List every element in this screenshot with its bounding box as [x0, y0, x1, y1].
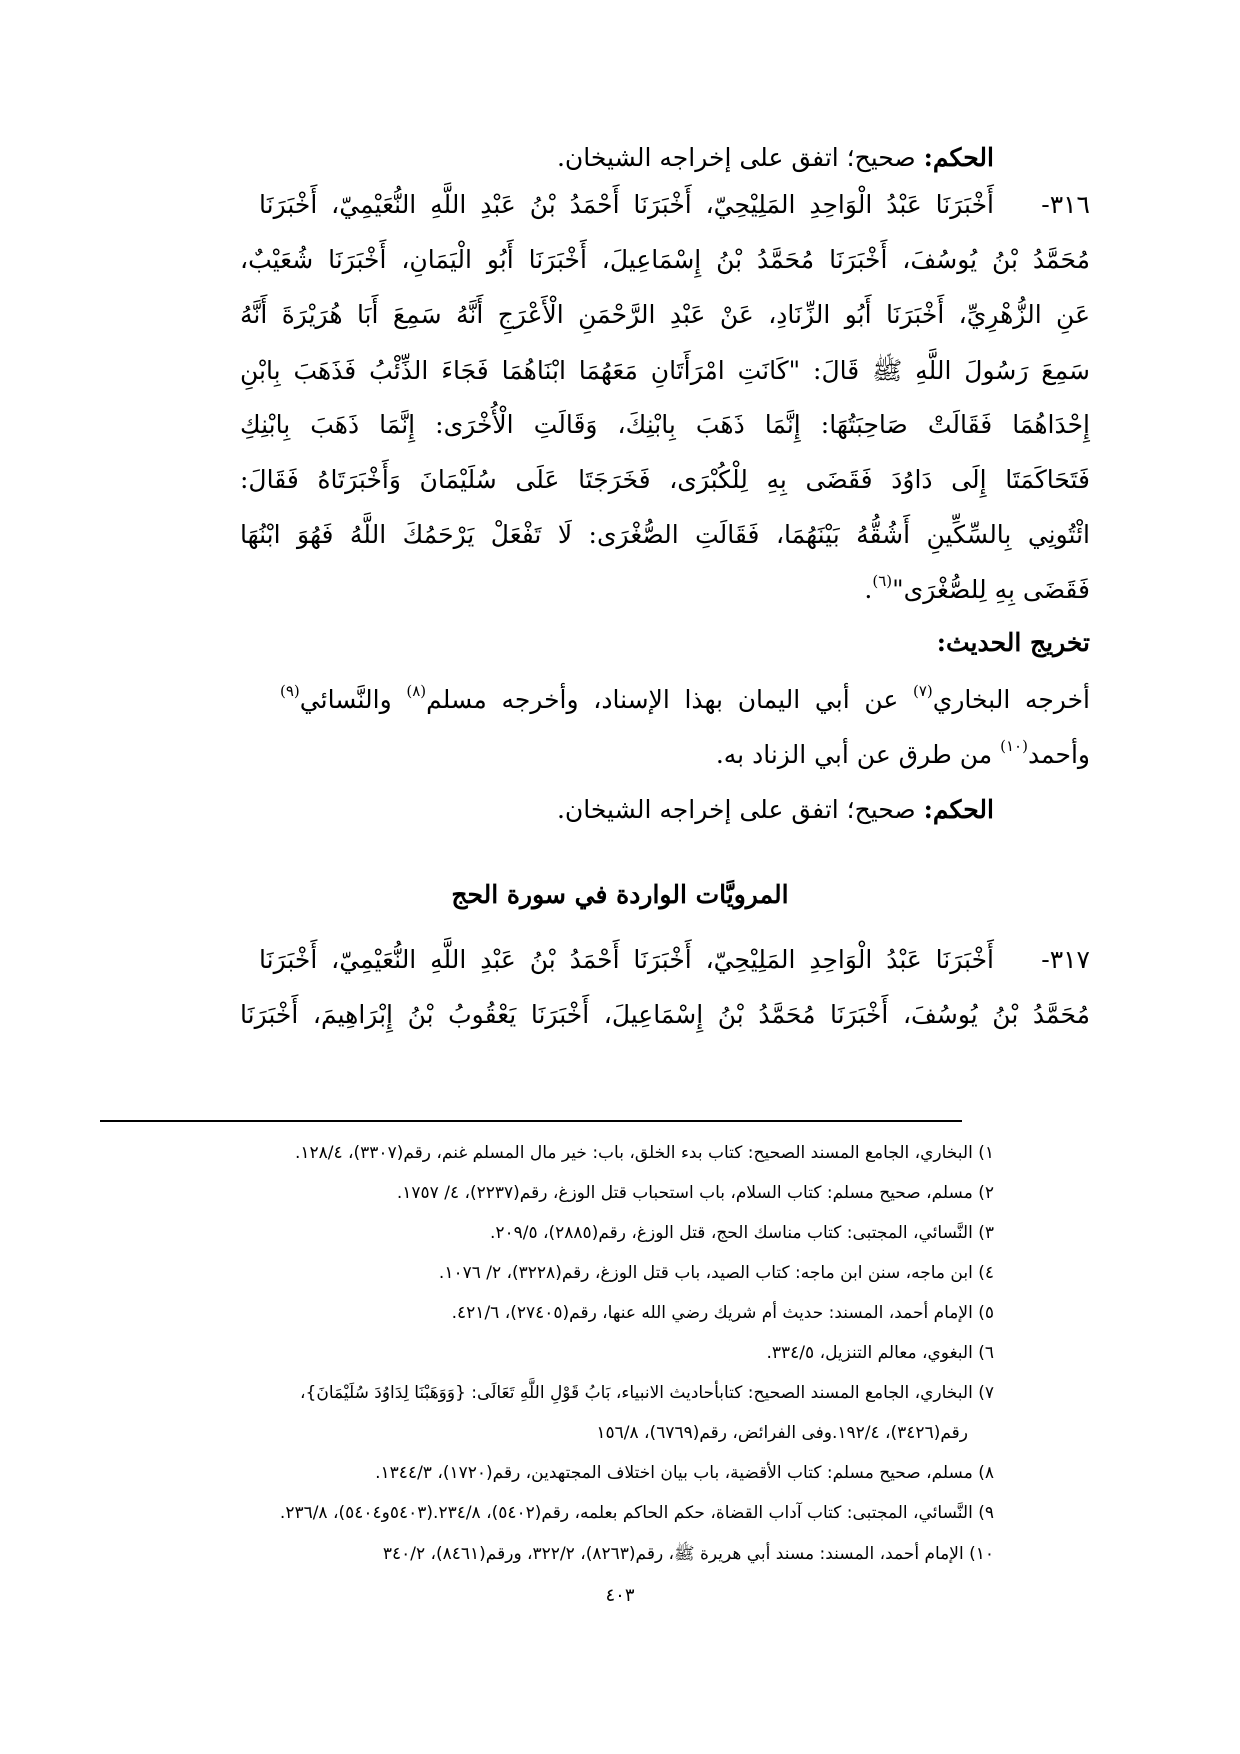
ruling-text: صحيح؛ اتفق على إخراجه الشيخان. — [556, 795, 916, 824]
footnote-ref[interactable]: (٦) — [872, 572, 893, 590]
page-number: ٤٠٣ — [605, 1585, 635, 1606]
section-title: المرويَّات الواردة في سورة الحج — [451, 880, 789, 909]
ruling-label: الحكم: — [923, 795, 994, 824]
footnote-ref[interactable]: (٧) — [912, 682, 933, 700]
footnote-ref[interactable]: (١٠) — [1000, 737, 1028, 755]
hadith-last-text: فَقَضَى بِهِ لِلصُّغْرَى" — [892, 575, 1090, 604]
hadith-last-end: . — [864, 575, 873, 604]
takhrij-heading: تخريج الحديث: — [936, 628, 1090, 657]
footnote-ref[interactable]: (٨) — [406, 682, 427, 700]
ruling-text: صحيح؛ اتفق على إخراجه الشيخان. — [556, 143, 916, 172]
hadith-line: مُحَمَّدُ بْنُ يُوسُفَ، أَخْبَرَنَا مُحَمَّدُ بْنُ إِسْمَاعِيلَ، أَخْبَرَنَا يَعْقُوبُ بْنُ إِبْرَاهِيمَ، أَخْبَرَنَا — [240, 1000, 1090, 1029]
footnote: ١) البخاري، الجامع المسند الصحيح: كتاب بدء الخلق، باب: خير مال المسلم غنم، رقم(٣٣٠٧)، ١٢٨/٤. — [294, 1143, 994, 1163]
hadith-line: إِحْدَاهُمَا فَقَالَتْ صَاحِبَتُهَا: إِنَّمَا ذَهَبَ بِابْنِكَ، وَقَالَتِ الْأُخْرَى: إِنَّمَا ذَهَبَ بِابْنِكِ — [240, 410, 1090, 439]
footnote: ٣) النَّسائي، المجتبى: كتاب مناسك الحج، قتل الوزغ، رقم(٢٨٨٥)، ٢٠٩/٥. — [489, 1223, 994, 1243]
ruling-line-2 — [224, 795, 994, 824]
footnote: ٥) الإمام أحمد، المسند: حديث أم شريك رضي الله عنها، رقم(٢٧٤٠٥)، ٤٢١/٦. — [451, 1303, 994, 1323]
hadith-line: سَمِعَ رَسُولَ اللَّهِ ﷺ قَالَ: "كَانَتِ امْرَأَتَانِ مَعَهُمَا ابْنَاهُمَا فَجَاءَ الذِّئْبُ فَذَهَبَ بِابْنِ — [240, 356, 1090, 385]
takhrij-text: عن أبي اليمان بهذا الإسناد، وأخرجه مسلم — [426, 685, 913, 714]
footnote-ref[interactable]: (٩) — [280, 682, 300, 700]
hadith-line: عَنِ الزُّهْرِيِّ، أَخْبَرَنَا أَبُو الزِّنَادِ، عَنْ عَبْدِ الرَّحْمَنِ الْأَعْرَجِ أَنَّهُ سَمِعَ أَبَا هُرَيْرَةَ أَنَّهُ — [240, 300, 1090, 329]
footnote: ٨) مسلم، صحيح مسلم: كتاب الأقضية، باب بيان اختلاف المجتهدين، رقم(١٧٢٠)، ١٣٤٤/٣. — [375, 1463, 994, 1483]
takhrij-text: وأحمد — [1027, 740, 1090, 769]
takhrij-text: من طرق عن أبي الزناد به. — [715, 740, 1001, 769]
footnote: ٦) البغوي، معالم التنزيل، ٣٣٤/٥. — [766, 1343, 994, 1363]
hadith-number: ٣١٧- — [1041, 945, 1090, 974]
takhrij-text: أخرجه البخاري — [932, 685, 1091, 714]
footnote: ٢) مسلم، صحيح مسلم: كتاب السلام، باب استحباب قتل الوزغ، رقم(٢٢٣٧)، ٤/ ١٧٥٧. — [396, 1183, 994, 1203]
takhrij-line-1 — [280, 682, 1091, 714]
hadith-line: أَخْبَرَنَا عَبْدُ الْوَاحِدِ المَلِيْحِيّ، أَخْبَرَنَا أَحْمَدُ بْنُ عَبْدِ اللَّهِ النُّعَيْمِيّ، أَخْبَرَنَا — [259, 945, 994, 974]
hadith-line: فَتَحَاكَمَتَا إِلَى دَاوُدَ فَقَضَى بِهِ لِلْكُبْرَى، فَخَرَجَتَا عَلَى سُلَيْمَانَ وَأَخْبَرَتَاهُ فَقَالَ: — [240, 465, 1090, 494]
ruling-line-1 — [224, 143, 994, 172]
footnote: ٤) ابن ماجه، سنن ابن ماجه: كتاب الصيد، باب قتل الوزغ، رقم(٣٢٢٨)، ٢/ ١٠٧٦. — [438, 1263, 994, 1283]
takhrij-text: والنَّسائي — [299, 685, 407, 714]
ruling-label: الحكم: — [923, 143, 994, 172]
hadith-line-last — [240, 572, 1090, 604]
footnote-continuation: رقم(٣٤٢٦)، ١٩٢/٤.وفى الفرائض، رقم(٦٧٦٩)، ١٥٦/٨ — [596, 1423, 968, 1443]
hadith-line: ائْتُونِي بِالسِّكِّينِ أَشُقُّهُ بَيْنَهُمَا، فَقَالَتِ الصُّغْرَى: لَا تَفْعَلْ يَرْحَمُكَ اللَّهُ فَهُوَ ابْنُهَا — [240, 520, 1090, 549]
hadith-line: مُحَمَّدُ بْنُ يُوسُفَ، أَخْبَرَنَا مُحَمَّدُ بْنُ إِسْمَاعِيلَ، أَخْبَرَنَا أَبُو الْيَمَانِ، أَخْبَرَنَا شُعَيْبٌ، — [240, 245, 1090, 274]
footnote: ٩) النَّسائي، المجتبى: كتاب آداب القضاة، حكم الحاكم بعلمه، رقم(٥٤٠٢)، ٢٣٤/٨.(٥٤٠٣و٥٤٠٤)، ٢٣٦/٨. — [279, 1503, 994, 1523]
footnote-separator — [100, 1120, 962, 1122]
footnote: ٧) البخاري، الجامع المسند الصحيح: كتابأحاديث الانبياء، بَابُ قَوْلِ اللَّهِ تَعَالَى: {وَوَهَبْنَا لِدَاوُدَ سُلَيْمَانَ}، — [300, 1383, 994, 1403]
takhrij-line-2 — [240, 737, 1090, 769]
footnote: ١٠) الإمام أحمد، المسند: مسند أبي هريرة ﷺ، رقم(٨٢٦٣)، ٣٢٢/٢، ورقم(٨٤٦١)، ٣٤٠/٢ — [382, 1544, 994, 1564]
hadith-line: أَخْبَرَنَا عَبْدُ الْوَاحِدِ المَلِيْحِيّ، أَخْبَرَنَا أَحْمَدُ بْنُ عَبْدِ اللَّهِ النُّعَيْمِيّ، أَخْبَرَنَا — [259, 190, 994, 219]
hadith-number: ٣١٦- — [1041, 190, 1090, 219]
